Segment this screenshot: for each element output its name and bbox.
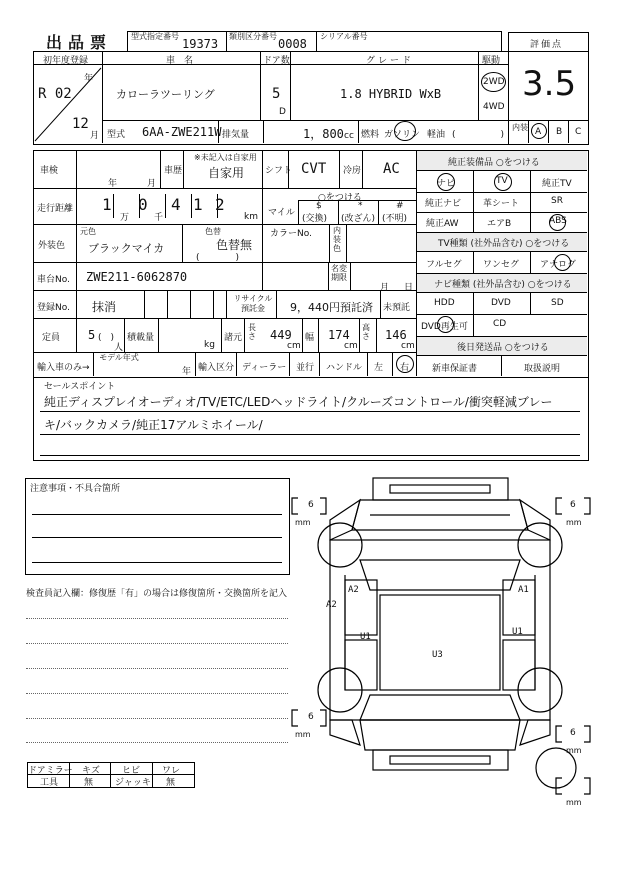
drive-2wd: 2WD <box>483 77 505 87</box>
capacity-label: 定員 <box>42 333 61 343</box>
mark-u1-right-rear-door: U1 <box>512 627 523 637</box>
import-label: 輸入車のみ→ <box>37 363 90 373</box>
shift-value: CVT <box>301 161 327 177</box>
model-value: 6AA-ZWE211W <box>142 125 222 139</box>
door-count: 5 <box>272 86 281 102</box>
sales-point-label: セールスポイント <box>44 382 116 392</box>
car-name: カローラツーリング <box>116 88 215 101</box>
ac-label: 冷房 <box>343 166 362 176</box>
grade-value: 1.8 HYBRID WxB <box>340 87 442 101</box>
handle-left: 左 <box>374 363 384 373</box>
history-note: ※未記入は自家用 <box>194 153 257 162</box>
inspector-label: 検査員記入欄：修復歴「有」の場合は修復箇所・交換箇所を記入 <box>26 589 288 599</box>
interior-label: 内装 <box>512 123 528 132</box>
displacement-value: 1，800 <box>303 127 344 141</box>
mileage-digit-4: 1 <box>193 195 203 214</box>
mileage-digit-2: 0 <box>138 195 148 214</box>
mark-a2-front-door: A2 <box>348 585 359 595</box>
car-diagram <box>290 470 600 810</box>
mileage-digit-5: 2 <box>215 195 225 214</box>
navi-title: ナビ種類 (社外品含む) ○をつける <box>434 280 572 290</box>
model-label: 型式 <box>107 130 126 140</box>
inspection-label: 車検 <box>40 166 59 176</box>
length-value: 449 <box>270 328 292 342</box>
fuel-selected-circle <box>394 121 416 141</box>
capacity-value: 5 <box>88 328 96 342</box>
import-parallel: 並行 <box>296 363 315 373</box>
first-reg-era: R 02 <box>38 86 72 102</box>
repaint-value: 色替無 <box>216 238 253 252</box>
tv-title: TV種類 (社外品含む) ○をつける <box>438 239 570 249</box>
first-reg-label: 初年度登録 <box>43 56 89 66</box>
sales-point-line-2: キ/バックカメラ/純正17アルミホイール/ <box>44 418 263 432</box>
handle-label: ハンドル <box>326 363 363 373</box>
shift-label: シフト <box>265 166 293 176</box>
handle-right: 右 <box>400 363 410 373</box>
color-no-label: カラーNo. <box>270 229 312 239</box>
docs-title: 後日発送品 ○をつける <box>457 343 549 353</box>
import-dealer: ディーラー <box>242 363 287 373</box>
interior-selected-circle <box>531 123 547 139</box>
mileage-digit-3: 4 <box>171 195 181 214</box>
length-label: 長さ <box>248 323 256 341</box>
form-title: 出品票 <box>46 33 113 52</box>
handle-right-circle <box>396 355 414 373</box>
tire-rr-depth: 6 <box>570 728 576 738</box>
tire-rl-depth: 6 <box>308 712 314 722</box>
displacement-label: 排気量 <box>222 130 250 140</box>
sales-point-line-1: 純正ディスプレイオーディオ/TV/ETC/LEDヘッドライト/クルーズコントロール/衝突軽減ブレー <box>44 395 553 409</box>
recycle-value: 9，440円預託済 <box>290 301 373 314</box>
color-label: 外装色 <box>38 241 66 251</box>
mark-u1-left-rear-door: U1 <box>360 632 371 642</box>
mileage-digits <box>95 194 235 218</box>
fuel-gasoline: ガソリン <box>384 130 421 140</box>
door-label: ドア数 <box>263 56 290 66</box>
height-value: 146 <box>385 328 407 342</box>
mark-a2-left-fender: A2 <box>326 600 337 610</box>
serial-label: シリアル番号 <box>320 32 368 41</box>
mileage-check-note: ○をつける <box>318 193 362 203</box>
tire-fl-depth: 6 <box>308 500 314 510</box>
oem-navi: ナビ <box>437 179 456 189</box>
chassis-value: ZWE211-6062870 <box>86 270 188 284</box>
tire-fr-depth: 6 <box>570 500 576 510</box>
model-year-label: モデル年式 <box>99 353 139 362</box>
oem-genuine-tv: 純正TV <box>542 179 572 189</box>
car-name-label: 車 名 <box>166 56 194 66</box>
mile-option: マイル <box>268 208 295 218</box>
first-reg-month: 12 <box>72 116 89 132</box>
grade-label: グレード <box>366 56 415 66</box>
category-label: 類別区分番号 <box>229 32 277 41</box>
oem-tv: TV <box>496 176 508 186</box>
ac-value: AC <box>383 161 400 177</box>
recycle-unpaid: 未預託 <box>383 303 411 313</box>
unknown-option: (不明) <box>382 214 408 224</box>
drive-selected-circle <box>481 72 506 92</box>
fuel-label: 燃料 <box>361 130 380 140</box>
mark-a1-right-door: A1 <box>518 585 529 595</box>
width-value: 174 <box>328 328 350 342</box>
drive-4wd: 4WD <box>483 102 505 112</box>
type-designation-value: 19373 <box>182 37 219 51</box>
registration-label: 登録No. <box>37 303 70 313</box>
load-label: 積載量 <box>127 333 155 343</box>
import-category-label: 輸入区分 <box>198 363 235 373</box>
category-value: 0008 <box>278 37 307 51</box>
original-color: ブラックマイカ <box>88 242 165 255</box>
size-label: 諸元 <box>224 333 243 343</box>
altered-option: (改ざん) <box>341 214 376 224</box>
mileage-label: 走行距離 <box>37 204 74 214</box>
recycle-label: リサイクル預託金 <box>233 294 273 313</box>
width-label: 幅 <box>305 333 315 343</box>
mark-u3-roof: U3 <box>432 650 443 660</box>
caution-label: 注意事項・不具合箇所 <box>30 484 121 494</box>
chassis-label: 車台No. <box>37 275 70 285</box>
mileage-digit-1: 1 <box>102 195 112 214</box>
name-change-label: 名変期限 <box>331 264 347 282</box>
registration-value: 抹消 <box>92 300 117 314</box>
score-value: 3.5 <box>522 64 577 104</box>
oem-title: 純正装備品 ○をつける <box>448 158 540 168</box>
height-label: 高さ <box>362 323 370 341</box>
score-label: 評価点 <box>530 40 564 50</box>
interior-color-label: 内装色 <box>333 226 341 253</box>
history-label: 車歴 <box>164 166 183 176</box>
exchange-option: (交換) <box>302 214 328 224</box>
fuel-diesel: 軽油 <box>427 130 446 140</box>
type-designation-label: 型式指定番号 <box>131 32 179 41</box>
history-value: 自家用 <box>208 166 245 180</box>
drive-label: 駆動 <box>482 56 501 66</box>
